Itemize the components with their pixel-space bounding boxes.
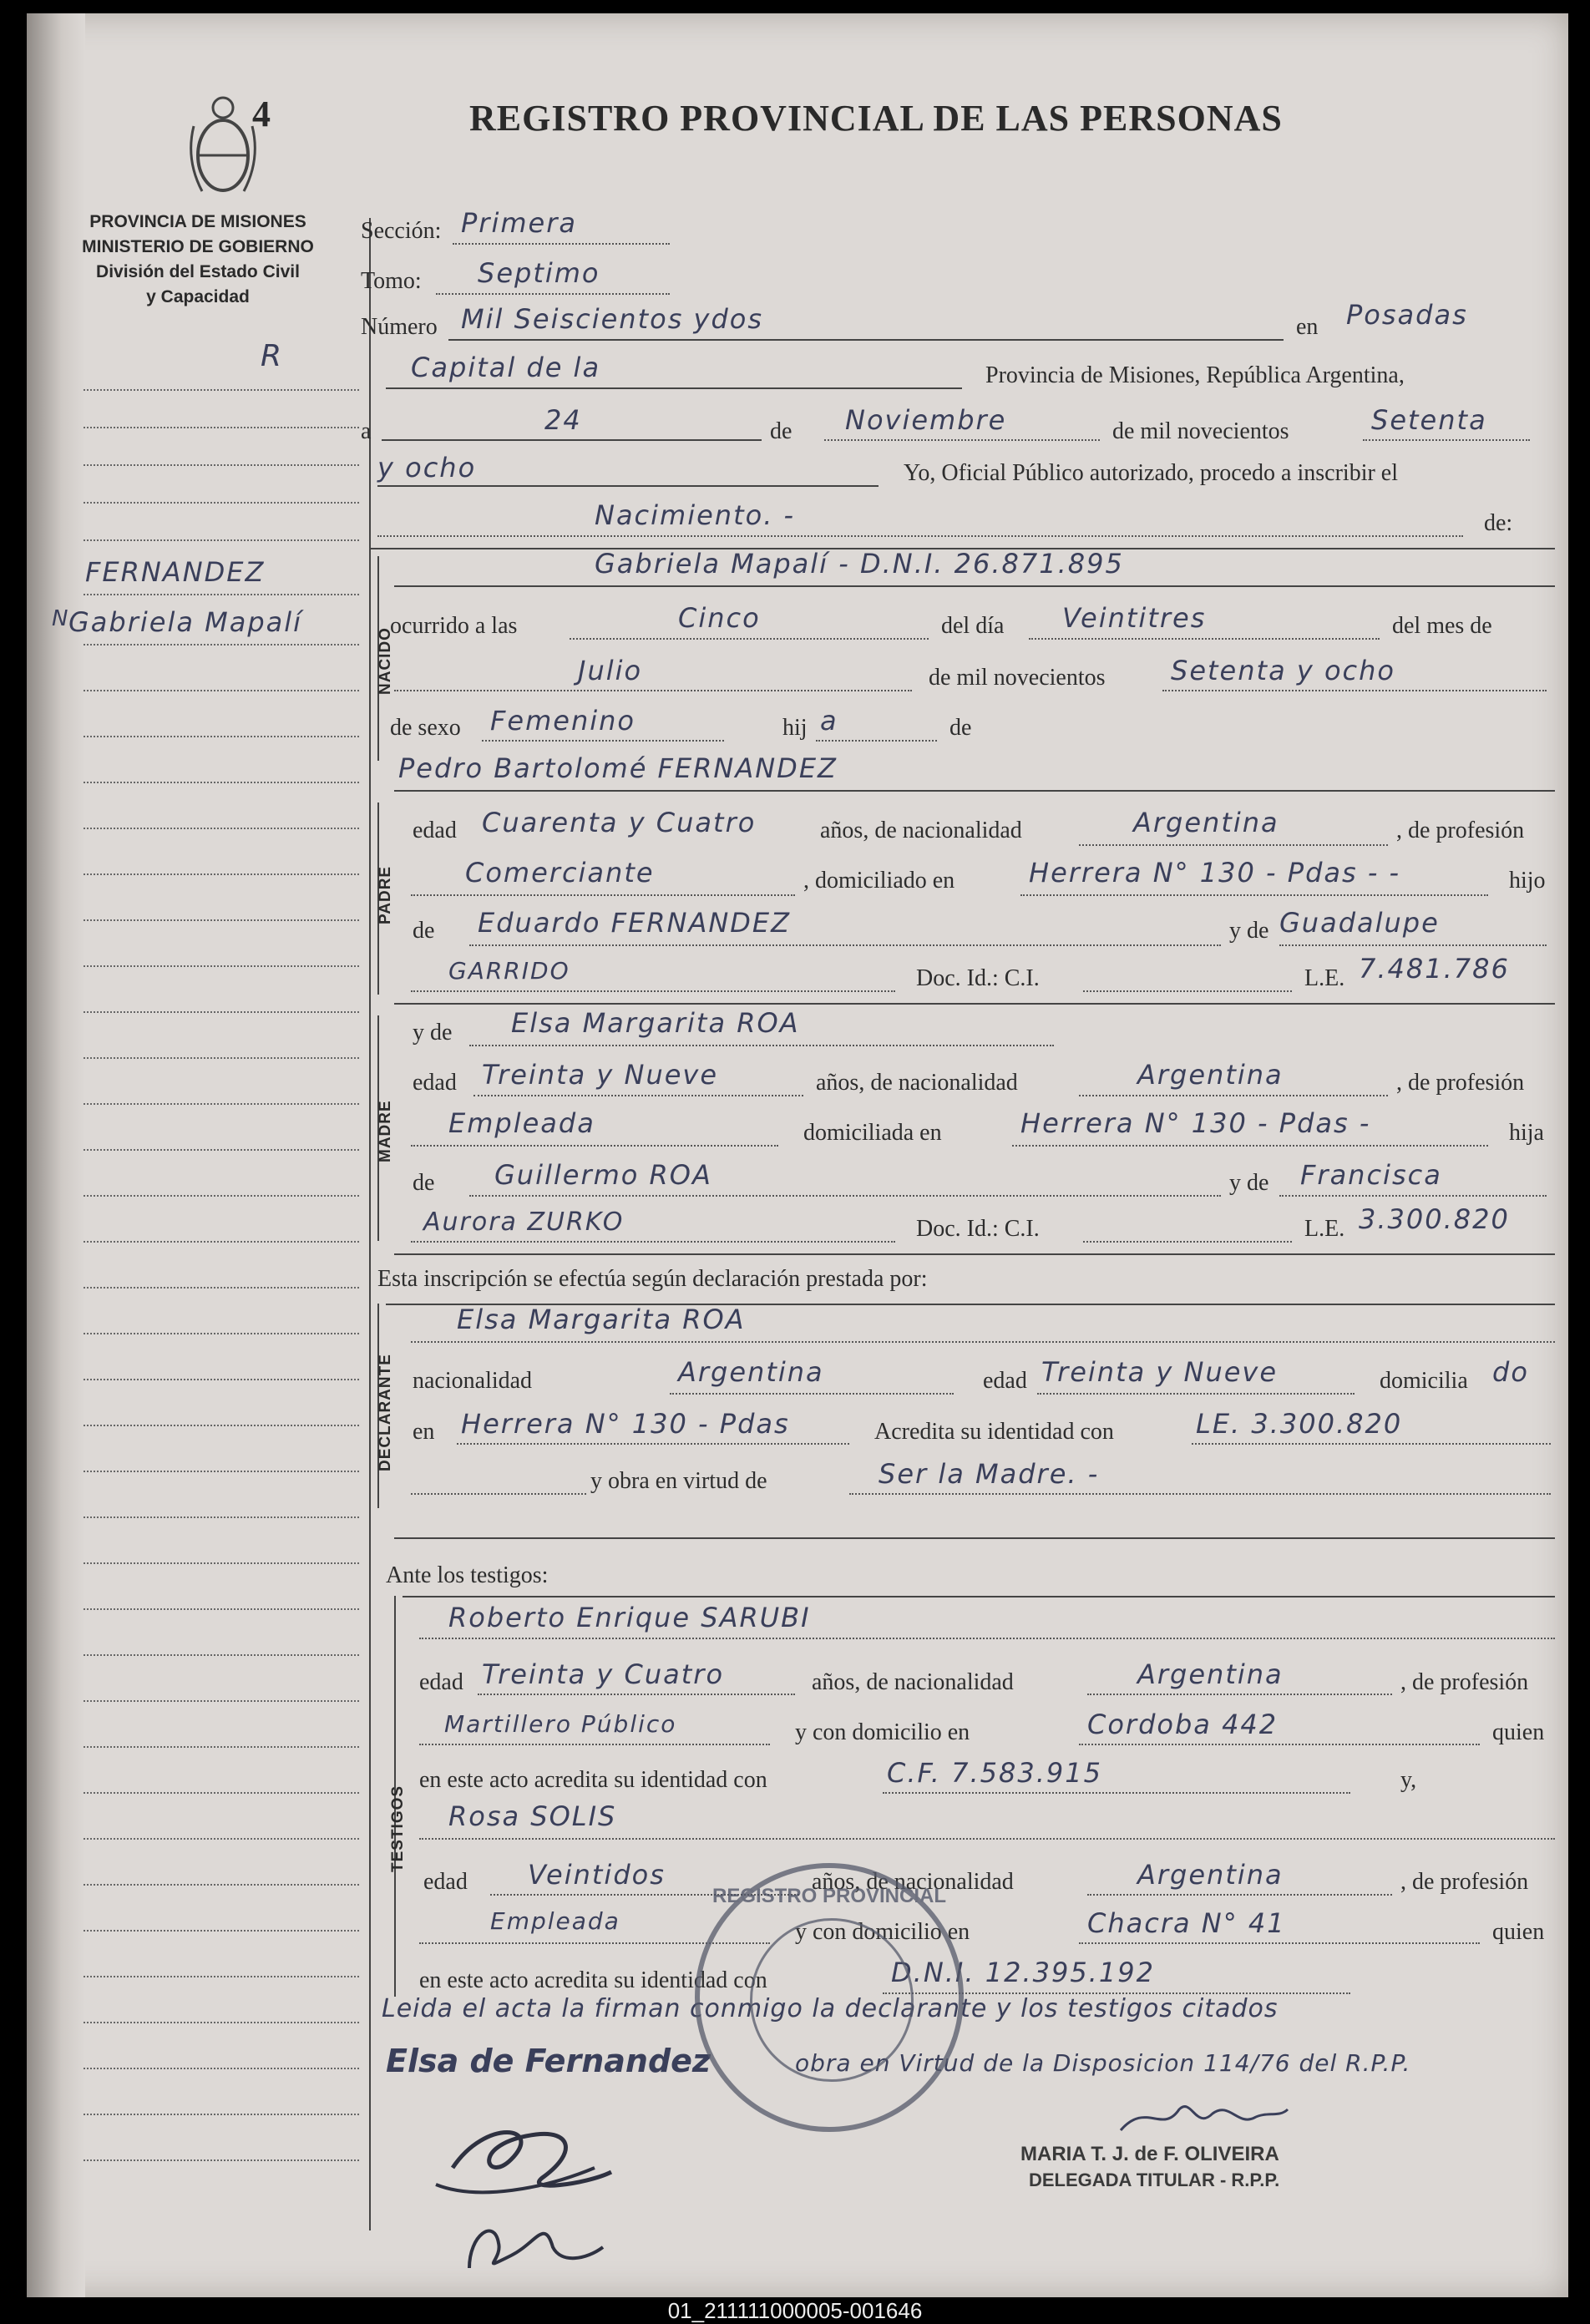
label-madre-edad: edad [413, 1070, 457, 1096]
value-numero: Mil Seiscientos ydos [461, 303, 764, 335]
label-ocurrido: ocurrido a las [390, 613, 518, 639]
value-acto: Nacimiento. - [595, 499, 796, 531]
madre-le: 3.300.820 [1359, 1203, 1510, 1235]
nacido-hij-suffix: a [820, 705, 838, 737]
label-testigo2-acredita: en este acto acredita su identidad con [419, 1967, 767, 1993]
side-label-declarante: DECLARANTE [377, 1354, 394, 1471]
testigo1-nombre: Roberto Enrique SARUBI [448, 1602, 811, 1633]
label-padre-y-de: y de [1229, 918, 1269, 944]
madre-edad: Treinta y Nueve [482, 1059, 719, 1091]
label-oficial: Yo, Oficial Público autorizado, procedo a inscribir el [904, 460, 1399, 486]
label-madre-y-de-2: y de [1229, 1170, 1269, 1196]
padre-domicilio: Herrera N° 130 - Pdas - - [1029, 857, 1401, 889]
label-madre-de: de [413, 1170, 435, 1196]
official-name: MARIA T. J. de F. OLIVEIRA [1020, 2143, 1279, 2165]
register-page [27, 13, 1568, 2297]
official-title: DELEGADA TITULAR - R.P.P. [1029, 2170, 1280, 2190]
page-title: REGISTRO PROVINCIAL DE LAS PERSONAS [469, 98, 1283, 139]
label-de-padres: de [949, 715, 972, 741]
label-padre-domiciliado: , domiciliado en [803, 868, 955, 894]
label-padre-le: L.E. [1304, 965, 1345, 991]
label-testigo1-anos: años, de nacionalidad [812, 1669, 1014, 1695]
official-stamp [695, 1863, 964, 2132]
closing-signature: Elsa de Fernandez [386, 2043, 711, 2079]
label-declarante-domicilia: domicilia [1380, 1368, 1468, 1394]
label-declarante-acredita: Acredita su identidad con [874, 1419, 1114, 1445]
witness-signatures-icon [419, 2093, 636, 2285]
label-esta-inscripcion: Esta inscripción se efectúa según declaración prestada por: [377, 1266, 928, 1292]
side-label-testigos: TESTIGOS [389, 1785, 407, 1872]
label-madre-anos: años, de nacionalidad [816, 1070, 1018, 1096]
label-padre-hijo: hijo [1509, 868, 1546, 894]
image-id-caption: 01_211111000005-001646 [0, 2297, 1590, 2324]
testigo2-domicilio: Chacra N° 41 [1087, 1907, 1286, 1939]
label-testigo1-edad: edad [419, 1669, 463, 1695]
label-de-mil: de mil novecientos [1112, 418, 1289, 444]
madre-nombre: Elsa Margarita ROA [511, 1007, 800, 1039]
padre-edad: Cuarenta y Cuatro [482, 807, 757, 838]
label-testigo1-profesion: , de profesión [1400, 1669, 1529, 1695]
nacido-mes: Julio [578, 655, 643, 686]
label-de: de [770, 418, 792, 444]
nacido-nombre: Gabriela Mapalí - D.N.I. 26.871.895 [595, 548, 1124, 580]
label-testigo2-edad: edad [423, 1869, 468, 1895]
testigo1-profesion: Martillero Público [444, 1710, 677, 1738]
nacido-hora: Cinco [678, 602, 761, 634]
testigo1-domicilio: Cordoba 442 [1087, 1709, 1279, 1740]
side-label-madre: MADRE [377, 1100, 394, 1162]
org-line-4: y Capacidad [146, 287, 250, 306]
closing-line-1: Leida el acta la firman conmigo la declarante y los testigos citados [382, 1994, 1279, 2023]
declarante-virtud: Ser la Madre. - [879, 1458, 1100, 1490]
testigo1-edad: Treinta y Cuatro [482, 1658, 725, 1690]
madre-madre-2: Aurora ZURKO [423, 1208, 625, 1237]
label-madre-y-de: y de [413, 1020, 453, 1046]
label-testigo1-acredita: en este acto acredita su identidad con [419, 1767, 767, 1793]
testigo2-documento: D.N.I. 12.395.192 [891, 1957, 1155, 1988]
madre-domicilio: Herrera N° 130 - Pdas - [1020, 1107, 1371, 1139]
label-hij: hij [782, 715, 808, 741]
label-de-sexo: de sexo [390, 715, 461, 741]
label-del-mes: del mes de [1392, 613, 1492, 639]
padre-padre: Eduardo FERNANDEZ [478, 907, 792, 939]
label-madre-doc: Doc. Id.: C.I. [916, 1216, 1040, 1242]
declarante-nacionalidad: Argentina [678, 1356, 824, 1388]
side-label-nacido: NACIDO [377, 627, 394, 695]
org-block [60, 210, 336, 310]
label-declarante-nacionalidad: nacionalidad [413, 1368, 533, 1394]
org-line-2: MINISTERIO DE GOBIERNO [82, 237, 314, 256]
madre-nacionalidad: Argentina [1137, 1059, 1284, 1091]
declarante-nombre: Elsa Margarita ROA [457, 1304, 746, 1335]
padre-nacionalidad: Argentina [1133, 807, 1279, 838]
nacido-sexo: Femenino [490, 705, 635, 737]
padre-madre-2: GARRIDO [448, 957, 570, 985]
nacido-dia: Veintitres [1062, 602, 1207, 634]
value-dia: 24 [544, 404, 582, 436]
testigo2-nombre: Rosa SOLIS [448, 1800, 617, 1832]
declarante-domicilia-suffix: do [1492, 1356, 1529, 1388]
label-declarante-en: en [413, 1419, 435, 1445]
stamp-text: REGISTRO PROVINCIAL [711, 1885, 947, 1907]
testigo2-edad: Veintidos [528, 1859, 666, 1891]
label-padre-anos: años, de nacionalidad [820, 818, 1022, 843]
label-madre-domiciliada: domiciliada en [803, 1120, 942, 1146]
value-anio1: Setenta [1371, 404, 1487, 436]
testigo1-nacionalidad: Argentina [1137, 1658, 1284, 1690]
margin-given-names: Gabriela Mapalí [68, 606, 303, 638]
label-del-dia: del día [941, 613, 1005, 639]
org-line-1: PROVINCIA DE MISIONES [89, 212, 306, 231]
label-testigo2-quien: quien [1492, 1919, 1545, 1945]
label-padre-de: de [413, 918, 435, 944]
label-seccion: Sección: [361, 218, 442, 244]
testigo2-nacionalidad: Argentina [1137, 1859, 1284, 1891]
label-a: a [361, 418, 372, 444]
label-de-mil-2: de mil novecientos [929, 665, 1106, 691]
margin-initial: R [261, 339, 284, 373]
declarante-edad: Treinta y Nueve [1041, 1356, 1279, 1388]
declarante-documento: LE. 3.300.820 [1196, 1408, 1403, 1440]
testigo2-profesion: Empleada [490, 1907, 620, 1935]
label-testigo2-domicilio: y con domicilio en [795, 1919, 970, 1945]
side-label-padre: PADRE [377, 865, 394, 924]
label-madre-le: L.E. [1304, 1216, 1345, 1242]
padre-nombre: Pedro Bartolomé FERNANDEZ [398, 752, 838, 784]
label-testigo1-y: y, [1400, 1767, 1417, 1793]
madre-padre: Guillermo ROA [494, 1159, 712, 1191]
value-seccion: Primera [461, 207, 577, 239]
binding-edge [27, 13, 85, 2297]
label-padre-profesion: , de profesión [1396, 818, 1525, 843]
label-madre-hija: hija [1509, 1120, 1544, 1146]
official-signature-icon [1112, 2093, 1296, 2143]
padre-madre-1: Guadalupe [1279, 907, 1440, 939]
coat-of-arms-icon [185, 93, 261, 201]
margin-surname: FERNANDEZ [85, 556, 266, 588]
label-numero: Número [361, 314, 438, 340]
closing-line-2: obra en Virtud de la Disposicion 114/76 del R.P.P. [795, 2049, 1411, 2077]
nacido-anio: Setenta y ocho [1171, 655, 1395, 686]
label-tomo: Tomo: [361, 268, 422, 294]
padre-profesion: Comerciante [465, 857, 655, 889]
label-en: en [1296, 314, 1319, 340]
madre-profesion: Empleada [448, 1107, 595, 1139]
label-provincia: Provincia de Misiones, República Argentina, [985, 362, 1405, 388]
value-anio2: y ocho [377, 452, 477, 484]
org-line-3: División del Estado Civil [96, 262, 300, 281]
label-testigo2-anos: años, de nacionalidad [812, 1869, 1014, 1895]
label-de-colon: de: [1484, 510, 1513, 536]
label-ante-testigos: Ante los testigos: [386, 1562, 549, 1588]
label-testigo1-domicilio: y con domicilio en [795, 1719, 970, 1745]
page-number: 4 [252, 94, 271, 134]
label-testigo1-quien: quien [1492, 1719, 1545, 1745]
value-ciudad: Capital de la [411, 352, 601, 383]
margin-prefix: N [52, 606, 70, 631]
label-padre-doc: Doc. Id.: C.I. [916, 965, 1040, 991]
value-en: Posadas [1346, 299, 1468, 331]
label-declarante-edad: edad [983, 1368, 1027, 1394]
value-mes: Noviembre [845, 404, 1007, 436]
label-madre-profesion: , de profesión [1396, 1070, 1525, 1096]
declarante-domicilio: Herrera N° 130 - Pdas [461, 1408, 790, 1440]
label-declarante-obra: y obra en virtud de [590, 1468, 767, 1494]
label-testigo2-profesion: , de profesión [1400, 1869, 1529, 1895]
padre-le: 7.481.786 [1359, 953, 1510, 985]
testigo1-documento: C.F. 7.583.915 [887, 1757, 1102, 1789]
value-tomo: Septimo [478, 257, 600, 289]
madre-madre-1: Francisca [1300, 1159, 1442, 1191]
label-padre-edad: edad [413, 818, 457, 843]
